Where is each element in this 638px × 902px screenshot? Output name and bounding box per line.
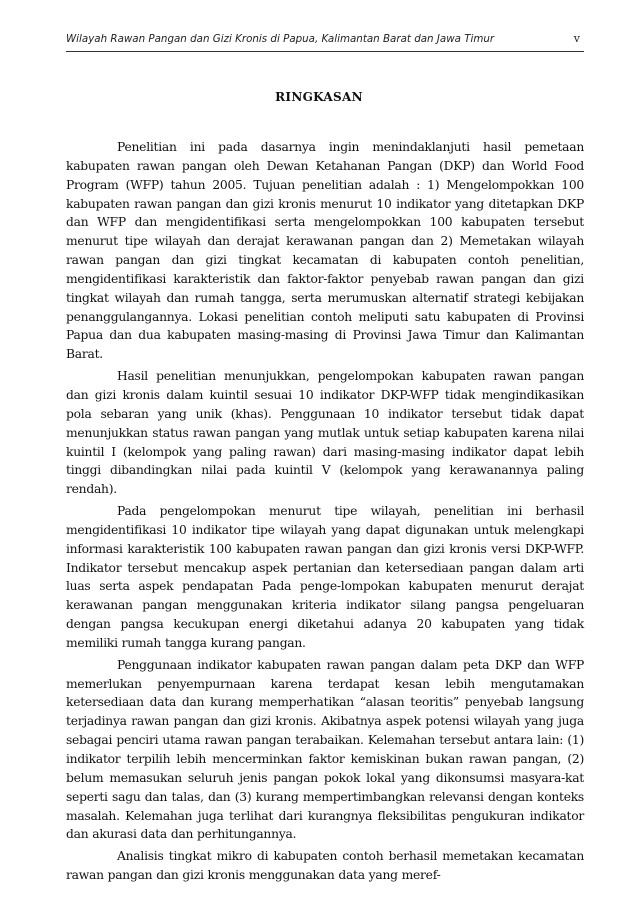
running-title: Wilayah Rawan Pangan dan Gizi Kronis di Papua, Kalimantan Barat dan Jawa Timur xyxy=(66,33,495,45)
body-text xyxy=(66,138,584,885)
paragraph-5: Analisis tingkat mikro di kabupaten contoh berhasil memetakan kecamatan rawan pangan dan gizi kronis menggunakan data yang meref- xyxy=(66,849,584,883)
paragraph-1: Penelitian ini pada dasarnya ingin menindaklanjuti hasil pemetaan kabupaten rawan pangan oleh Dewan Ketahanan Pangan (DKP) dan World Food Program (WFP) tahun 2005. Tujuan penelitian adalah : 1) Mengelompokkan 100 kabupaten rawan pangan dan gizi kronis menurut 10 indikator yang ditetapkan DKP dan WFP dan mengidentifikasi serta mengelompokkan 100 kabupaten tersebut menurut tipe wilayah dan derajat kerawanan pangan dan 2) Memetakan wilayah rawan pangan dan gizi tingkat kecamatan di kabupaten contoh penelitian, mengidentifikasi karakteristik dan faktor-faktor penyebab rawan pangan dan gizi tingkat wilayah dan rumah tangga, serta merumuskan alternatif strategi kebijakan penanggulangannya. Lokasi penelitian contoh meliputi satu kabupaten di Provinsi Papua dan dua kabupaten masing-masing di Provinsi Jawa Timur dan Kalimantan Barat. xyxy=(66,140,584,362)
paragraph-4: Penggunaan indikator kabupaten rawan pangan dalam peta DKP dan WFP memerlukan penyempurnaan karena terdapat kesan lebih mengutamakan ketersediaan data dan kurang memperhatikan “alasan teoritis” penyebab langsung terjadinya rawan pangan dan gizi kronis. Akibatnya aspek potensi wilayah yang juga sebagai penciri utama rawan pangan terabaikan. Kelemahan tersebut antara lain: (1) indikator terpilih lebih mencerminkan faktor kemiskinan bukan rawan pangan, (2) belum memasukan seluruh jenis pangan pokok lokal yang dikonsumsi masyara-kat seperti sagu dan talas, dan (3) kurang mempertimbangkan relevansi dengan konteks masalah. Kelemahan juga terlihat dari kurangnya fleksibilitas pengukuran indikator dan akurasi data dan perhitungannya. xyxy=(66,657,584,842)
paragraph-3: Pada pengelompokan menurut tipe wilayah, penelitian ini berhasil mengidentifikasi 10 indikator tipe wilayah yang dapat digunakan untuk melengkapi informasi karakteristik 100 kabupaten rawan pangan dan gizi kronis versi DKP-WFP. Indikator tersebut mencakup aspek pertanian dan ketersediaan pangan dalam arti luas serta aspek pendapatan Pada penge-lompokan kabupaten menurut derajat kerawanan pangan menggunakan kriteria indikator silang pangsa pengeluaran dengan pangsa kecukupan energi diketahui adanya 20 kabupaten yang tidak memiliki rumah tangga kurang pangan. xyxy=(66,504,584,650)
section-title: RINGKASAN xyxy=(275,90,363,104)
header-divider xyxy=(66,51,584,52)
page-number: v xyxy=(573,32,580,45)
paragraph-2: Hasil penelitian menunjukkan, pengelompokan kabupaten rawan pangan dan gizi kronis dalam kuintil sesuai 10 indikator DKP-WFP tidak mengindikasikan pola sebaran yang unik (khas). Penggunaan 10 indikator tersebut tidak dapat menunjukkan status rawan pangan yang mutlak untuk setiap kabupaten karena nilai kuintil I (kelompok yang paling rawan) dari masing-masing indikator dapat lebih tinggi dibandingkan nilai pada kuintil V (kelompok yang kerawanannya paling rendah). xyxy=(66,369,584,497)
running-header xyxy=(66,33,582,49)
